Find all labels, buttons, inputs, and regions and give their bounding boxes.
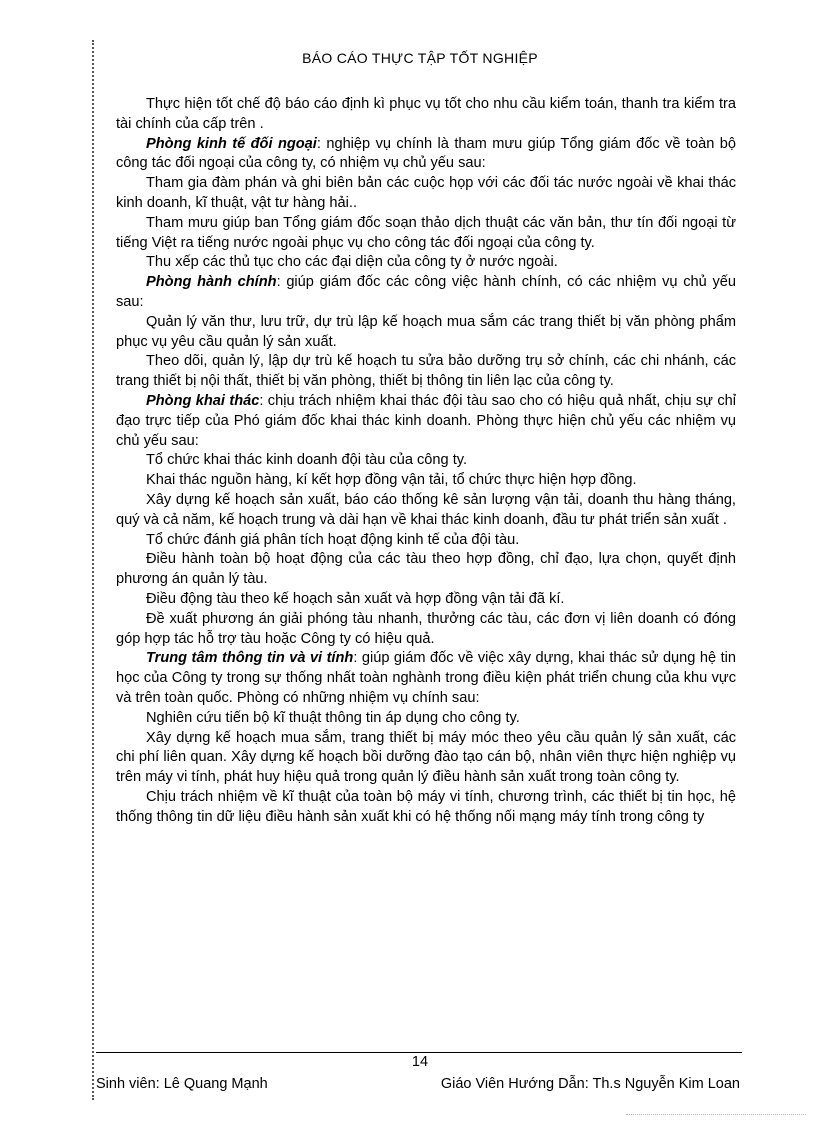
paragraph bbox=[116, 729, 736, 788]
paragraph-text: : giúp giám đốc các công việc hành chính, có các nhiệm vụ chủ yếu sau: bbox=[116, 274, 736, 310]
paragraph-text: Tham gia đàm phán và ghi biên bản các cuộc họp với các đối tác nước ngoài về khai thác kinh doanh, kĩ thuật, vật tư hàng hải.. bbox=[116, 175, 736, 211]
margin-dotted-line bbox=[92, 40, 94, 1100]
paragraph-text: Thu xếp các thủ tục cho các đại diện của công ty ở nước ngoài. bbox=[146, 254, 558, 271]
footer-rule bbox=[96, 1052, 742, 1053]
paragraph-text: Nghiên cứu tiến bộ kĩ thuật thông tin áp dụng cho công ty. bbox=[146, 709, 520, 726]
paragraph-text: Đề xuất phương án giải phóng tàu nhanh, thưởng các tàu, các đơn vị liên doanh có đóng góp hợp tác hỗ trợ tàu hoặc Công ty có hiệu quả. bbox=[116, 610, 736, 647]
section-heading: Phòng hành chính bbox=[146, 274, 277, 291]
paragraph bbox=[116, 491, 736, 531]
paragraph bbox=[116, 709, 736, 729]
paragraph-text: Tổ chức khai thác kinh doanh đội tàu của công ty. bbox=[146, 452, 468, 469]
paragraph bbox=[116, 451, 736, 471]
paragraph bbox=[116, 253, 736, 273]
paragraph bbox=[116, 471, 736, 491]
section-heading: Trung tâm thông tin và vi tính bbox=[146, 650, 354, 667]
advisor-name: Giáo Viên Hướng Dẫn: Th.s Nguyễn Kim Loan bbox=[440, 1076, 740, 1092]
paragraph bbox=[116, 550, 736, 590]
paragraph bbox=[116, 174, 736, 214]
corner-dots bbox=[626, 1114, 806, 1115]
paragraph-text: Quản lý văn thư, lưu trữ, dự trù lập kế hoạch mua sắm các trang thiết bị văn phòng phẩm phục vụ yêu cầu quản lý sản xuất. bbox=[116, 313, 736, 350]
paragraph-text: Thực hiện tốt chế độ báo cáo định kì phục vụ tốt cho nhu cầu kiểm toán, thanh tra kiểm tra tài chính của cấp trên . bbox=[116, 96, 736, 132]
paragraph-text: Điều động tàu theo kế hoạch sản xuất và hợp đồng vận tải đã kí. bbox=[146, 590, 565, 607]
paragraph bbox=[116, 610, 736, 650]
paragraph bbox=[116, 392, 736, 451]
paragraph-text: : chịu trách nhiệm khai thác đội tàu sao cho có hiệu quả nhất, chịu sự chỉ đạo trực tiếp của Phó giám đốc khai thác kinh doanh. Phòng thực hiện chủ yếu các nhiệm vụ chủ yếu sau: bbox=[116, 392, 736, 449]
paragraph bbox=[116, 590, 736, 610]
paragraph bbox=[116, 352, 736, 392]
paragraph-text: Xây dựng kế hoạch mua sắm, trang thiết bị máy móc theo yêu cầu quản lý sản xuất, các chi phí liên quan. Xây dựng kế hoạch bồi dưỡng đào tạo cán bộ, nhân viên thực hiện nghiệp vụ trên máy vi tính, phát huy hiệu quả trong quản lý điều hành sản xuất trong toàn công ty. bbox=[116, 729, 736, 786]
paragraph-text: Tham mưu giúp ban Tổng giám đốc soạn thảo dịch thuật các văn bản, thư tín đối ngoại từ tiếng Việt ra tiếng nước ngoài phục vụ cho công tác đối ngoại của công ty. bbox=[116, 214, 736, 251]
paragraph bbox=[116, 273, 736, 313]
paragraph-text: Theo dõi, quản lý, lập dự trù kế hoạch tu sửa bảo dưỡng trụ sở chính, các chi nhánh, các trang thiết bị nội thất, thiết bị văn phòng, thiết bị thông tin liên lạc của công ty. bbox=[116, 353, 736, 390]
paragraph bbox=[116, 95, 736, 135]
page-number: 14 bbox=[411, 1054, 429, 1070]
paragraph-text: Khai thác nguồn hàng, kí kết hợp đồng vận tải, tổ chức thực hiện hợp đồng. bbox=[146, 472, 637, 489]
paragraph-text: Tổ chức đánh giá phân tích hoạt động kinh tế của đội tàu. bbox=[146, 531, 520, 548]
paragraph-text: : giúp giám đốc về việc xây dựng, khai thác sử dụng hệ tin học của Công ty trong sự thống nhất toàn nghành trong điều kiện phát triển chung của khu vực và trên toàn quốc. Phòng có những nhiệm vụ chính sau: bbox=[116, 650, 736, 706]
student-name: Sinh viên: Lê Quang Mạnh bbox=[96, 1076, 268, 1092]
paragraph-text: Chịu trách nhiệm về kĩ thuật của toàn bộ máy vi tính, chương trình, các thiết bị tin học, hệ thống thông tin dữ liệu điều hành sản xuất khi có hệ thống nối mạng máy tính trong công ty bbox=[116, 788, 736, 825]
paragraph-text: Điều hành toàn bộ hoạt động của các tàu theo hợp đồng, chỉ đạo, lựa chọn, quyết định phương án quản lý tàu. bbox=[116, 551, 736, 588]
paragraph bbox=[116, 135, 736, 175]
page-header: BÁO CÁO THỰC TẬP TỐT NGHIỆP bbox=[302, 50, 538, 66]
document-body bbox=[116, 95, 736, 827]
paragraph-text: Xây dựng kế hoạch sản xuất, báo cáo thống kê sản lượng vận tải, doanh thu hàng tháng, quý và cả năm, kế hoạch trung và dài hạn về khai thác kinh doanh, đầu tư phát triển sản xuất . bbox=[116, 491, 736, 528]
paragraph bbox=[116, 313, 736, 353]
paragraph-text: : nghiệp vụ chính là tham mưu giúp Tổng giám đốc về toàn bộ công tác đối ngoại của công ty, có nhiệm vụ chủ yếu sau: bbox=[116, 135, 736, 172]
section-heading: Phòng khai thác bbox=[146, 392, 260, 409]
paragraph bbox=[116, 531, 736, 551]
paragraph bbox=[116, 214, 736, 254]
paragraph bbox=[116, 649, 736, 708]
section-heading: Phòng kinh tế đối ngoại bbox=[146, 135, 317, 152]
paragraph bbox=[116, 788, 736, 828]
